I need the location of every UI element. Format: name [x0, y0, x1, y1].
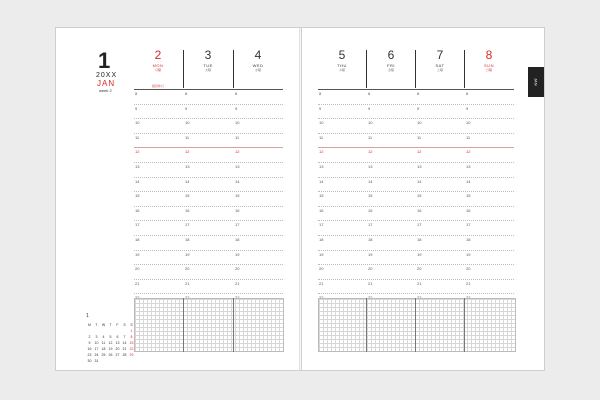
memo-divider — [464, 298, 465, 352]
hour-label: 19 — [135, 251, 140, 257]
hour-label: 9 — [368, 105, 371, 111]
day-number: 2 — [154, 48, 162, 62]
mini-calendar-day[interactable]: 27 — [115, 353, 120, 357]
memo-grid[interactable] — [318, 298, 516, 352]
hour-label: 17 — [319, 222, 324, 228]
day-number: 3 — [204, 48, 212, 62]
hour-line — [134, 177, 283, 179]
hour-label: 9 — [185, 105, 188, 111]
hour-label: 19 — [368, 251, 373, 257]
hour-line — [318, 177, 514, 179]
hour-line — [318, 235, 514, 237]
mini-calendar-day[interactable]: 8 — [130, 335, 133, 339]
memo-divider — [183, 298, 184, 352]
hour-label: 15 — [235, 193, 240, 199]
mini-weekday: S — [130, 323, 133, 327]
mini-calendar-day[interactable]: 14 — [122, 341, 127, 345]
mini-calendar-day[interactable]: 10 — [94, 341, 99, 345]
day-header-mon[interactable] — [134, 49, 182, 72]
day-name-jp: 土曜 — [436, 68, 443, 72]
hour-line — [318, 133, 514, 135]
hour-label: 11 — [368, 134, 373, 140]
hour-label: 16 — [135, 207, 140, 213]
mini-calendar-day[interactable]: 18 — [101, 347, 106, 351]
hour-line — [318, 89, 514, 91]
week-label: week 2 — [99, 88, 112, 93]
day-column-divider — [415, 50, 416, 88]
mini-calendar-day[interactable]: 7 — [123, 335, 126, 339]
hour-label: 18 — [368, 237, 373, 242]
hour-line — [318, 206, 514, 208]
hour-line — [318, 147, 514, 149]
hour-label: 11 — [466, 134, 471, 140]
hour-label: 10 — [319, 120, 324, 126]
mini-calendar — [86, 313, 135, 364]
mini-calendar-day[interactable]: 1 — [130, 329, 133, 333]
hour-label: 12 — [319, 149, 324, 155]
mini-calendar-day[interactable]: 11 — [101, 341, 106, 345]
hour-label: 15 — [135, 193, 140, 199]
mini-calendar-day[interactable]: 30 — [87, 359, 92, 363]
hour-label: 13 — [466, 164, 471, 169]
hour-label: 12 — [135, 149, 140, 155]
hour-label: 8 — [319, 91, 322, 96]
hour-label: 15 — [417, 193, 422, 199]
hour-label: 11 — [417, 134, 422, 140]
hour-label: 19 — [235, 251, 240, 257]
hour-label: 21 — [417, 280, 422, 286]
mini-weekday: F — [116, 323, 119, 327]
mini-calendar-day[interactable]: 19 — [108, 347, 113, 351]
hour-line — [134, 147, 283, 149]
mini-calendar-day[interactable]: 9 — [88, 341, 91, 345]
hour-line — [318, 162, 514, 164]
hour-label: 18 — [235, 237, 240, 242]
hour-label: 9 — [235, 105, 238, 111]
hour-label: 14 — [417, 178, 422, 184]
hour-label: 18 — [185, 237, 190, 242]
mini-weekday: W — [101, 323, 106, 327]
hour-label: 20 — [417, 266, 422, 272]
hour-label: 13 — [185, 164, 190, 169]
mini-weekday: T — [109, 323, 112, 327]
hour-label: 16 — [235, 207, 240, 213]
mini-calendar-day[interactable]: 31 — [94, 359, 99, 363]
hour-line — [318, 220, 514, 222]
hour-line — [318, 191, 514, 193]
mini-calendar-day[interactable]: 6 — [116, 335, 119, 339]
day-number: 8 — [485, 48, 493, 62]
holiday-tag: 振替休日 — [152, 84, 165, 88]
hour-label: 21 — [319, 280, 324, 286]
hour-label: 19 — [466, 251, 471, 257]
hour-label: 9 — [135, 105, 138, 111]
hour-label: 20 — [135, 266, 140, 272]
hour-label: 19 — [185, 251, 190, 257]
hour-label: 20 — [235, 266, 240, 272]
memo-divider — [366, 298, 367, 352]
hour-label: 14 — [319, 178, 324, 184]
hour-label: 20 — [466, 266, 471, 272]
hour-line — [134, 162, 283, 164]
mini-calendar-day[interactable]: 12 — [108, 341, 113, 345]
hour-label: 21 — [466, 280, 471, 286]
day-name: TUE — [203, 63, 213, 68]
hour-label: 14 — [466, 178, 471, 184]
day-name-jp: 金曜 — [387, 68, 394, 72]
hour-label: 15 — [466, 193, 471, 199]
hour-line — [134, 220, 283, 222]
day-name: MON — [152, 63, 164, 68]
hour-label: 17 — [185, 222, 190, 228]
day-name: SUN — [484, 63, 494, 68]
hour-label: 10 — [185, 120, 190, 126]
hour-label: 17 — [368, 222, 373, 228]
mini-calendar-day[interactable]: 5 — [109, 335, 112, 339]
hour-label: 21 — [235, 280, 240, 286]
mini-calendar-day[interactable]: 25 — [101, 353, 106, 357]
hour-line — [134, 235, 283, 237]
month-number: 1 — [98, 48, 111, 73]
day-header-fri[interactable] — [367, 49, 415, 72]
hour-label: 13 — [319, 164, 324, 169]
mini-calendar-day[interactable]: 29 — [129, 353, 134, 357]
hour-label: 17 — [417, 222, 422, 228]
hour-line — [318, 250, 514, 252]
day-column-divider — [183, 50, 184, 88]
day-header-sat[interactable] — [416, 49, 464, 72]
hour-label: 18 — [319, 237, 324, 242]
hour-label: 20 — [185, 266, 190, 272]
hour-label: 11 — [319, 134, 324, 140]
hour-label: 12 — [185, 149, 190, 155]
hour-label: 17 — [135, 222, 140, 228]
mini-calendar-day[interactable]: 24 — [94, 353, 99, 357]
memo-divider — [415, 298, 416, 352]
hour-label: 13 — [135, 164, 140, 169]
mini-calendar-day[interactable]: 3 — [95, 335, 98, 339]
hour-label: 10 — [466, 120, 471, 126]
hour-label: 21 — [135, 280, 140, 286]
day-name-jp: 火曜 — [204, 68, 211, 72]
hour-label: 15 — [185, 193, 190, 199]
memo-divider — [233, 298, 234, 352]
mini-calendar-day[interactable]: 26 — [108, 353, 113, 357]
hour-line — [134, 279, 283, 281]
day-name-jp: 月曜 — [154, 68, 161, 72]
hour-label: 16 — [185, 207, 190, 213]
day-name-jp: 日曜 — [485, 68, 492, 72]
hour-line — [318, 279, 514, 281]
hour-label: 8 — [135, 91, 138, 96]
hour-label: 8 — [417, 91, 420, 96]
day-header-sun[interactable] — [465, 49, 513, 72]
day-name: WED — [252, 63, 264, 68]
hour-label: 11 — [235, 134, 240, 140]
hour-label: 8 — [368, 91, 371, 96]
hour-label: 9 — [319, 105, 322, 111]
mini-calendar-week — [86, 358, 135, 364]
hour-label: 18 — [417, 237, 422, 242]
hour-label: 10 — [368, 120, 373, 126]
hour-label: 16 — [466, 207, 471, 213]
month-index-tab[interactable]: JAN — [528, 67, 544, 97]
day-header-thu[interactable] — [318, 49, 366, 72]
month-name: JAN — [97, 79, 116, 88]
day-name-jp: 水曜 — [254, 68, 261, 72]
mini-weekday: T — [95, 323, 98, 327]
hour-line — [134, 293, 283, 295]
mini-calendar-day[interactable]: 28 — [122, 353, 127, 357]
hour-label: 8 — [235, 91, 238, 96]
day-name: THU — [337, 63, 347, 68]
hour-label: 15 — [319, 193, 324, 199]
mini-calendar-day[interactable]: 23 — [87, 353, 92, 357]
hour-label: 10 — [417, 120, 422, 126]
hour-line — [134, 104, 283, 106]
hour-label: 19 — [417, 251, 422, 257]
hour-label: 8 — [466, 91, 469, 96]
day-header-tue[interactable] — [184, 49, 232, 72]
memo-grid[interactable] — [134, 298, 284, 352]
mini-calendar-month: 1 — [86, 313, 89, 319]
hour-label: 18 — [466, 237, 471, 242]
hour-label: 9 — [417, 105, 420, 111]
hour-label: 13 — [235, 164, 240, 169]
day-name: SAT — [435, 63, 445, 68]
day-number: 7 — [436, 48, 444, 62]
mini-calendar-day[interactable]: 21 — [122, 347, 127, 351]
day-name-jp: 木曜 — [338, 68, 345, 72]
hour-line — [134, 89, 283, 91]
hour-label: 18 — [135, 237, 140, 242]
hour-label: 13 — [417, 164, 422, 169]
mini-calendar-day[interactable]: 2 — [88, 335, 91, 339]
hour-label: 12 — [235, 149, 240, 155]
mini-weekday: S — [123, 323, 126, 327]
mini-weekday: M — [88, 323, 91, 327]
hour-label: 16 — [368, 207, 373, 213]
hour-label: 11 — [185, 134, 190, 140]
mini-calendar-day[interactable]: 16 — [87, 347, 92, 351]
hour-label: 14 — [368, 178, 373, 184]
hour-label: 10 — [235, 120, 240, 126]
hour-label: 17 — [466, 222, 471, 228]
hour-label: 14 — [185, 178, 190, 184]
hour-label: 20 — [319, 266, 324, 272]
hour-line — [318, 118, 514, 120]
hour-label: 16 — [319, 207, 324, 213]
hour-line — [318, 264, 514, 266]
mini-calendar-day[interactable]: 15 — [129, 341, 134, 345]
hour-label: 15 — [368, 193, 373, 199]
mini-calendar-day[interactable]: 22 — [129, 347, 134, 351]
hour-label: 12 — [466, 149, 471, 155]
hour-label: 14 — [235, 178, 240, 184]
hour-label: 9 — [466, 105, 469, 111]
hour-label: 13 — [368, 164, 373, 169]
hour-label: 12 — [368, 149, 373, 155]
day-header-wed[interactable] — [234, 49, 282, 72]
day-column-divider — [233, 50, 234, 88]
hour-label: 21 — [368, 280, 373, 286]
hour-label: 16 — [417, 207, 422, 213]
mini-calendar-day[interactable]: 13 — [115, 341, 120, 345]
hour-line — [318, 104, 514, 106]
hour-label: 8 — [185, 91, 188, 96]
day-column-divider — [366, 50, 367, 88]
hour-label: 14 — [135, 178, 140, 184]
hour-label: 20 — [368, 266, 373, 272]
day-number: 4 — [254, 48, 262, 62]
hour-label: 11 — [135, 134, 140, 140]
hour-line — [134, 264, 283, 266]
hour-label: 19 — [319, 251, 324, 257]
hour-label: 10 — [135, 120, 140, 126]
day-column-divider — [464, 50, 465, 88]
hour-line — [134, 191, 283, 193]
day-number: 6 — [387, 48, 395, 62]
day-number: 5 — [338, 48, 346, 62]
mini-calendar-day[interactable]: 20 — [115, 347, 120, 351]
year-label: 20XX — [96, 72, 118, 79]
hour-line — [134, 250, 283, 252]
day-name: FRI — [387, 63, 395, 68]
hour-label: 17 — [235, 222, 240, 228]
hour-line — [134, 206, 283, 208]
hour-line — [134, 118, 283, 120]
hour-label: 12 — [417, 149, 422, 155]
mini-calendar-day[interactable]: 4 — [102, 335, 105, 339]
mini-calendar-day[interactable]: 17 — [94, 347, 99, 351]
hour-line — [318, 293, 514, 295]
hour-line — [134, 133, 283, 135]
hour-label: 21 — [185, 280, 190, 286]
